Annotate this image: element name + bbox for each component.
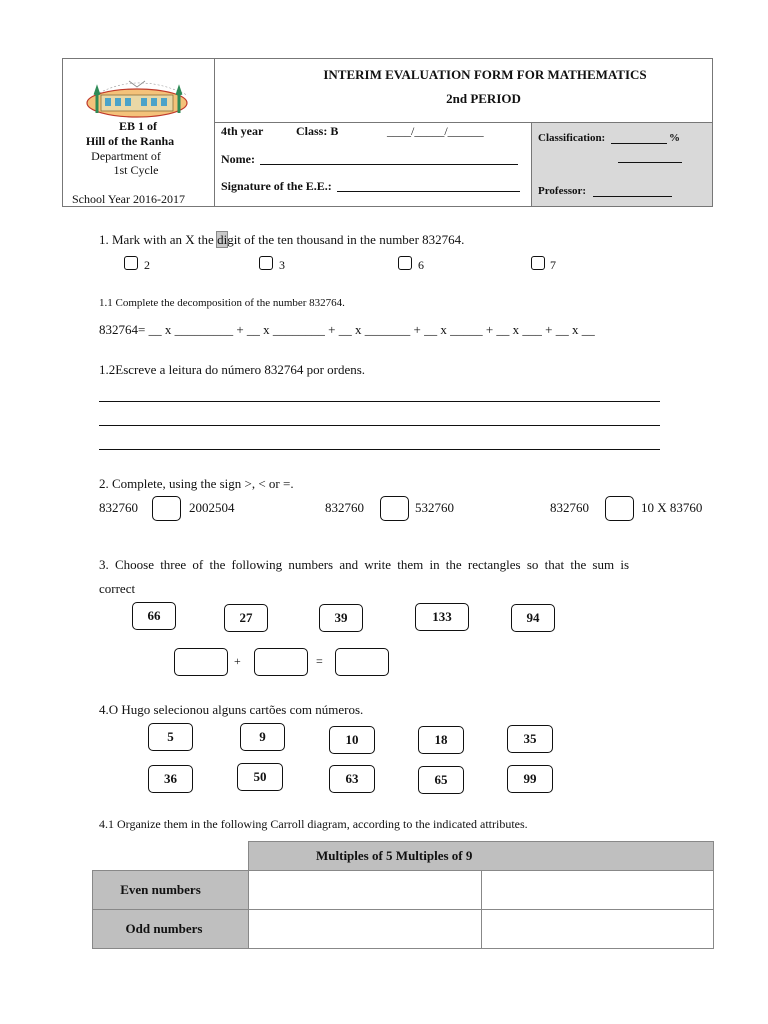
card-99[interactable]: 99 — [507, 765, 553, 793]
classification-label: Classification: — [538, 132, 606, 144]
card-10[interactable]: 10 — [329, 726, 375, 754]
form-title: INTERIM EVALUATION FORM FOR MATHEMATICS — [323, 67, 647, 82]
option-2-label: 2 — [144, 258, 150, 272]
carroll-cell-even-mult9[interactable] — [482, 871, 714, 910]
comparison-1-left: 832760 — [99, 500, 138, 515]
question-3-text-line-1: 3. Choose three of the following numbers and write them in the rectangles so that the sum is — [99, 557, 629, 572]
professor-field[interactable] — [593, 196, 672, 197]
question-2-text: 2. Complete, using the sign >, < or =. — [99, 476, 294, 491]
equals-sign: = — [316, 654, 323, 668]
number-card-66[interactable]: 66 — [132, 602, 176, 630]
question-1-2-text: 1.2Escreve a leitura do número 832764 por ordens. — [99, 362, 366, 377]
number-card-27[interactable]: 27 — [224, 604, 268, 632]
grading-cell — [532, 123, 712, 206]
plus-sign: + — [234, 654, 241, 668]
sum-addend-1-box[interactable] — [174, 648, 228, 676]
card-9[interactable]: 9 — [240, 723, 285, 751]
decomposition-equation[interactable]: 832764= __ x _________ + __ x ________ + __ x _______ + __ x _____ + __ x ___ + __ x __ — [99, 322, 595, 337]
date-field[interactable]: ____/_____/______ — [387, 124, 484, 138]
classification-extra-line[interactable] — [618, 162, 682, 163]
comparison-3-left: 832760 — [550, 500, 589, 515]
signature-label: Signature of the E.E.: — [221, 179, 332, 193]
question-1-text-b: git of the ten thousand in the number 832764. — [227, 232, 465, 247]
option-6-label: 6 — [418, 258, 424, 272]
carroll-cell-even-mult5[interactable] — [249, 871, 482, 910]
card-65[interactable]: 65 — [418, 766, 464, 794]
professor-label: Professor: — [538, 185, 587, 197]
form-period: 2nd PERIOD — [446, 91, 521, 106]
option-7-checkbox[interactable] — [531, 256, 545, 270]
carroll-cell-odd-mult9[interactable] — [482, 910, 714, 949]
class-label: Class: B — [296, 124, 339, 138]
comparison-2-left: 832760 — [325, 500, 364, 515]
sum-result-box[interactable] — [335, 648, 389, 676]
comparison-1-sign-box[interactable] — [152, 496, 181, 521]
number-card-133[interactable]: 133 — [415, 603, 469, 631]
card-5[interactable]: 5 — [148, 723, 193, 751]
card-50[interactable]: 50 — [237, 763, 283, 791]
name-field[interactable] — [260, 164, 518, 165]
option-3-label: 3 — [279, 258, 285, 272]
school-logo-icon — [79, 69, 197, 121]
question-1-text — [99, 232, 464, 248]
number-card-39[interactable]: 39 — [319, 604, 363, 632]
carroll-cell-odd-mult5[interactable] — [249, 910, 482, 949]
classification-field[interactable] — [611, 143, 667, 144]
question-1-1-text: 1.1 Complete the decomposition of the number 832764. — [99, 297, 345, 309]
number-card-94[interactable]: 94 — [511, 604, 555, 632]
question-4-1-text: 4.1 Organize them in the following Carroll diagram, according to the indicated attributes. — [99, 817, 528, 831]
option-7-label: 7 — [550, 258, 556, 272]
carroll-column-header: Multiples of 5 Multiples of 9 — [249, 842, 714, 871]
carroll-row-odd-label: Odd numbers — [93, 910, 249, 949]
comparison-2-right: 532760 — [415, 500, 454, 515]
card-63[interactable]: 63 — [329, 765, 375, 793]
card-36[interactable]: 36 — [148, 765, 193, 793]
student-info-cell — [215, 123, 532, 206]
title-cell — [215, 59, 712, 123]
comparison-3-right: 10 X 83760 — [641, 500, 703, 515]
card-35[interactable]: 35 — [507, 725, 553, 753]
answer-line-3[interactable] — [99, 449, 660, 450]
header-table — [62, 58, 713, 207]
comparison-1-right: 2002504 — [189, 500, 235, 515]
percent-sign: % — [669, 132, 680, 144]
name-label: Nome: — [221, 152, 255, 166]
answer-line-1[interactable] — [99, 401, 660, 402]
school-location: Hill of the Ranha — [85, 134, 175, 148]
school-logo-cell — [63, 59, 215, 206]
option-6-checkbox[interactable] — [398, 256, 412, 270]
comparison-3-sign-box[interactable] — [605, 496, 634, 521]
school-year: School Year 2016-2017 — [72, 192, 185, 206]
card-18[interactable]: 18 — [418, 726, 464, 754]
carroll-corner-cell — [93, 842, 249, 871]
year-label: 4th year — [221, 124, 264, 138]
answer-line-2[interactable] — [99, 425, 660, 426]
carroll-diagram — [92, 841, 714, 949]
question-4-text: 4.O Hugo selecionou alguns cartões com números. — [99, 702, 364, 717]
school-name: EB 1 of — [118, 119, 157, 133]
sum-addend-2-box[interactable] — [254, 648, 308, 676]
carroll-row-even-label: Even numbers — [93, 871, 249, 910]
department-line-1: Department of — [91, 149, 161, 163]
comparison-2-sign-box[interactable] — [380, 496, 409, 521]
question-1-highlight: di — [217, 232, 228, 247]
option-2-checkbox[interactable] — [124, 256, 138, 270]
department-line-2: 1st Cycle — [113, 163, 159, 177]
question-1-text-a: 1. Mark with an X the — [99, 232, 218, 247]
question-3-text-line-2: correct — [99, 581, 136, 596]
signature-field[interactable] — [337, 191, 520, 192]
option-3-checkbox[interactable] — [259, 256, 273, 270]
